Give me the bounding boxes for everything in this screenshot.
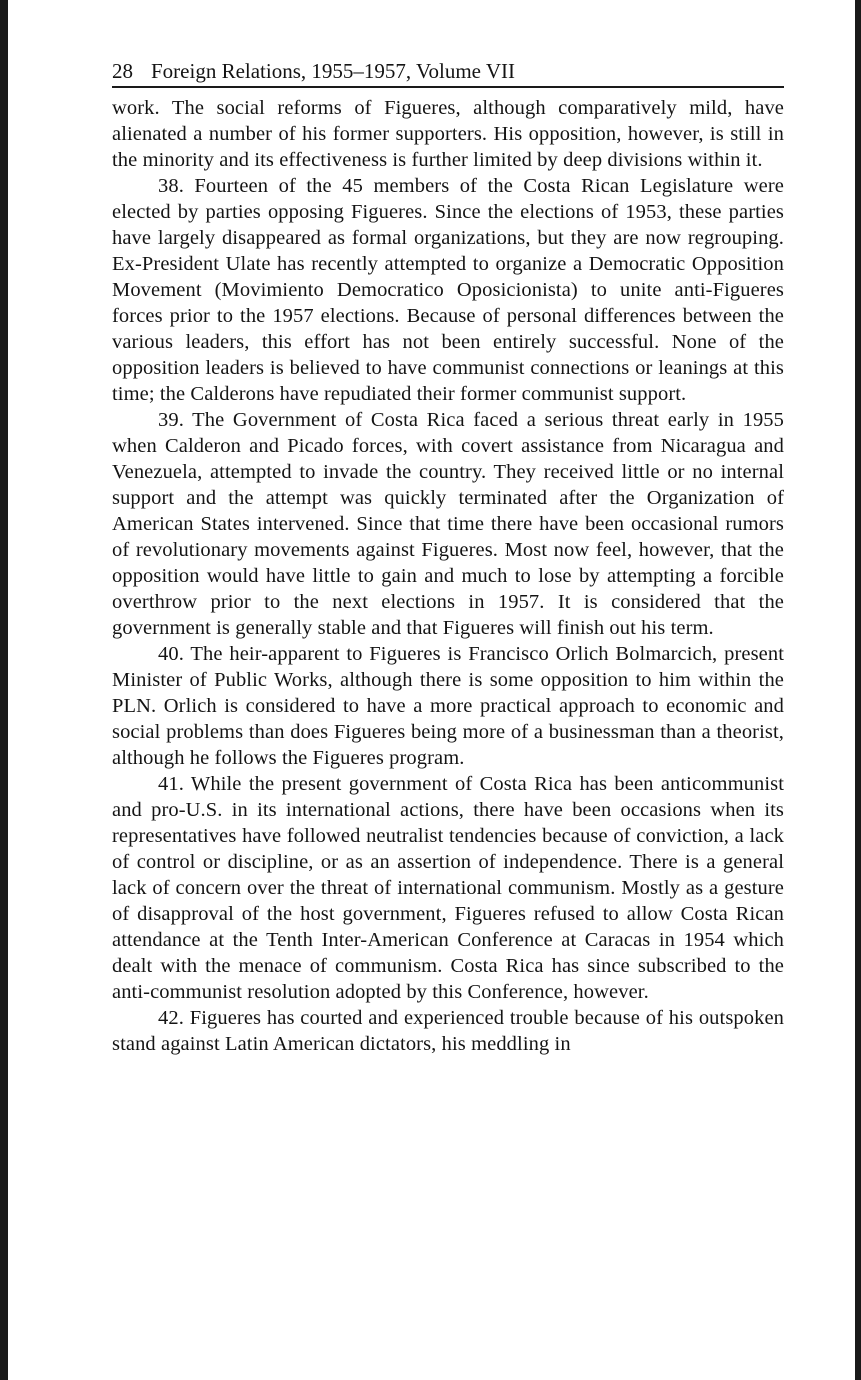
paragraph-41: 41. While the present government of Costa Rica has been anticommunist and pro-U.S. in its international actions, there have been occasions when its representatives have followed neutralist tendencies because of conviction, a lack of control or discipline, or as an assertion of independence. There is a general lack of concern over the threat of international communism. Mostly as a gesture of disapproval of the host government, Figueres refused to allow Costa Rican attendance at the Tenth Inter-American Conference at Caracas in 1954 which dealt with the menace of communism. Costa Rica has since subscribed to the anti-communist resolution adopted by this Conference, however. [112,773,784,1003]
paragraph-38: 38. Fourteen of the 45 members of the Costa Rican Legislature were elected by parties opposing Figueres. Since the elections of 1953, these parties have largely disappeared as formal organizations, but they are now regrouping. Ex-President Ulate has recently attempted to organize a Democratic Opposition Movement (Movimiento Democratico Oposicionista) to unite anti-Figueres forces prior to the 1957 elections. Because of personal differences between the various leaders, this effort has not been entirely successful. None of the opposition leaders is believed to have communist connections or leanings at this time; the Calderons have repudiated their former communist support. [112,175,784,405]
paragraph-40: 40. The heir-apparent to Figueres is Francisco Orlich Bolmarcich, present Minister of Public Works, although there is some opposition to him within the PLN. Orlich is considered to have a more practical approach to economic and social problems than does Figueres being more of a businessman than a theorist, although he follows the Figueres program. [112,643,784,769]
running-title: Foreign Relations, 1955–1957, Volume VII [151,59,515,83]
paragraph-42: 42. Figueres has courted and experienced trouble because of his outspoken stand against Latin American dictators, his meddling in [112,1007,784,1055]
scan-edge-right [855,0,861,1380]
scan-edge-left [0,0,8,1380]
paragraph-39: 39. The Government of Costa Rica faced a serious threat early in 1955 when Calderon and Picado forces, with covert assistance from Nicaragua and Venezuela, attempted to invade the country. They received little or no internal support and the attempt was quickly terminated after the Organization of American States intervened. Since that time there have been occasional rumors of revolutionary movements against Figueres. Most now feel, however, that the opposition would have little to gain and much to lose by attempting a forcible overthrow prior to the next elections in 1957. It is considered that the government is generally stable and that Figueres will finish out his term. [112,409,784,639]
document-body [112,95,784,1057]
page-number: 28 [112,59,133,83]
document-page [112,58,784,1057]
running-header [112,58,784,88]
paragraph-continuation: work. The social reforms of Figueres, although comparatively mild, have alienated a number of his former supporters. His opposition, however, is still in the minority and its effectiveness is further limited by deep divisions within it. [112,97,784,171]
